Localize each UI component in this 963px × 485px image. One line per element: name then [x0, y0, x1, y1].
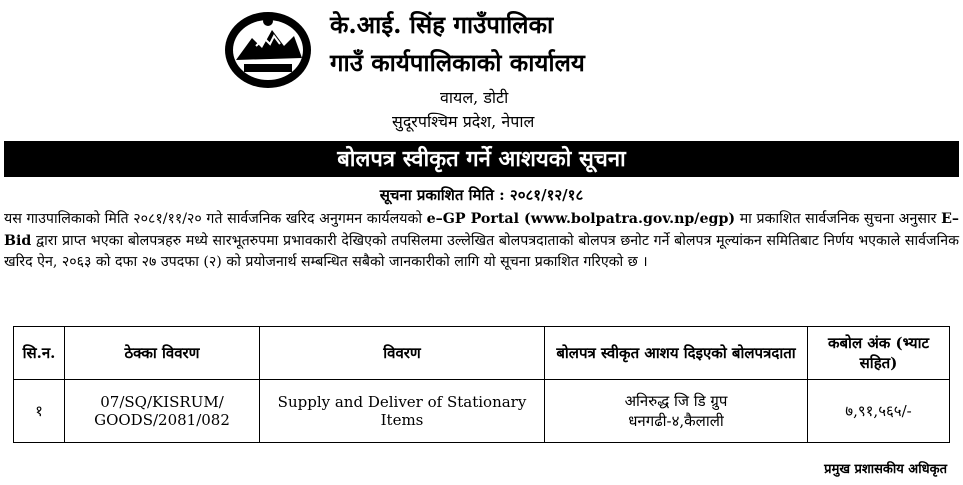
- signatory: प्रमुख प्रशासकीय अधिकृत: [824, 462, 947, 477]
- notice-body: [4, 209, 959, 274]
- header-description: विवरण: [260, 327, 545, 380]
- body-text-part-1: यस गाउपालिकाको मिति २०८१/११/२० गते सार्वजनिक खरिद अनुगमन कार्यलयको: [4, 211, 427, 227]
- nepal-emblem-icon: [222, 8, 314, 90]
- org-name: के.आई. सिंह गाउँपालिका: [330, 10, 554, 39]
- bidder-line-2: धनगढी-४,कैलाली: [628, 412, 724, 430]
- contract-line-1: 07/SQ/KISRUM/: [100, 393, 224, 411]
- tender-table: [13, 326, 950, 443]
- address-line-2: सुदूरपश्चिम प्रदेश, नेपाल: [392, 112, 535, 131]
- cell-description: Supply and Deliver of Stationary Items: [260, 380, 545, 443]
- table-header-row: [14, 327, 950, 380]
- notice-header: [0, 0, 963, 140]
- table-row: [14, 380, 950, 443]
- cell-contract: [65, 380, 260, 443]
- cell-bidder: [545, 380, 808, 443]
- bidder-line-1: अनिरुद्ध जि डि ग्रुप: [624, 392, 728, 410]
- body-text-part-2: मा प्रकाशित सार्वजनिक सुचना अनुसार: [735, 211, 942, 227]
- header-sn: सि.न.: [14, 327, 65, 380]
- cell-amount: ७,९१,५६५/-: [808, 380, 950, 443]
- body-text-part-3: द्वारा प्राप्त भएका बोलपत्रहरु मध्ये सारभूतरुपमा प्रभावकारी देखिएको तपसिलमा उल्लेखित बोलपत्रदाताको बोलपत्र छनोट गर्ने बोलपत्र मूल्यांकन समितिबाट निर्णय भएकाले सार्वजनिक खरिद ऐन, २०६३ को दफा २७ उपदफा (२) को प्रयोजनार्थ सम्बन्धित सबैको जानकारीको लागि यो सूचना प्रकाशित गरिएको छ ।: [4, 232, 959, 270]
- header-bidder: बोलपत्र स्वीकृत आशय दिइएको बोलपत्रदाता: [545, 327, 808, 380]
- header-contract: ठेक्का विवरण: [65, 327, 260, 380]
- cell-sn: १: [14, 380, 65, 443]
- published-date: सूचना प्रकाशित मिति : २०८१/१२/१८: [379, 186, 584, 204]
- portal-name: e–GP Portal (www.bolpatra.gov.np/egp): [426, 211, 736, 227]
- header-amount: कबोल अंक (भ्याट सहित): [808, 327, 950, 380]
- notice-banner: बोलपत्र स्वीकृत गर्ने आशयको सूचना: [4, 141, 959, 177]
- ebid-label: E–Bid: [4, 211, 960, 249]
- office-name: गाउँ कार्यपालिकाको कार्यालय: [330, 48, 585, 77]
- address-line-1: वायल, डोटी: [440, 88, 509, 107]
- contract-line-2: GOODS/2081/082: [94, 411, 230, 429]
